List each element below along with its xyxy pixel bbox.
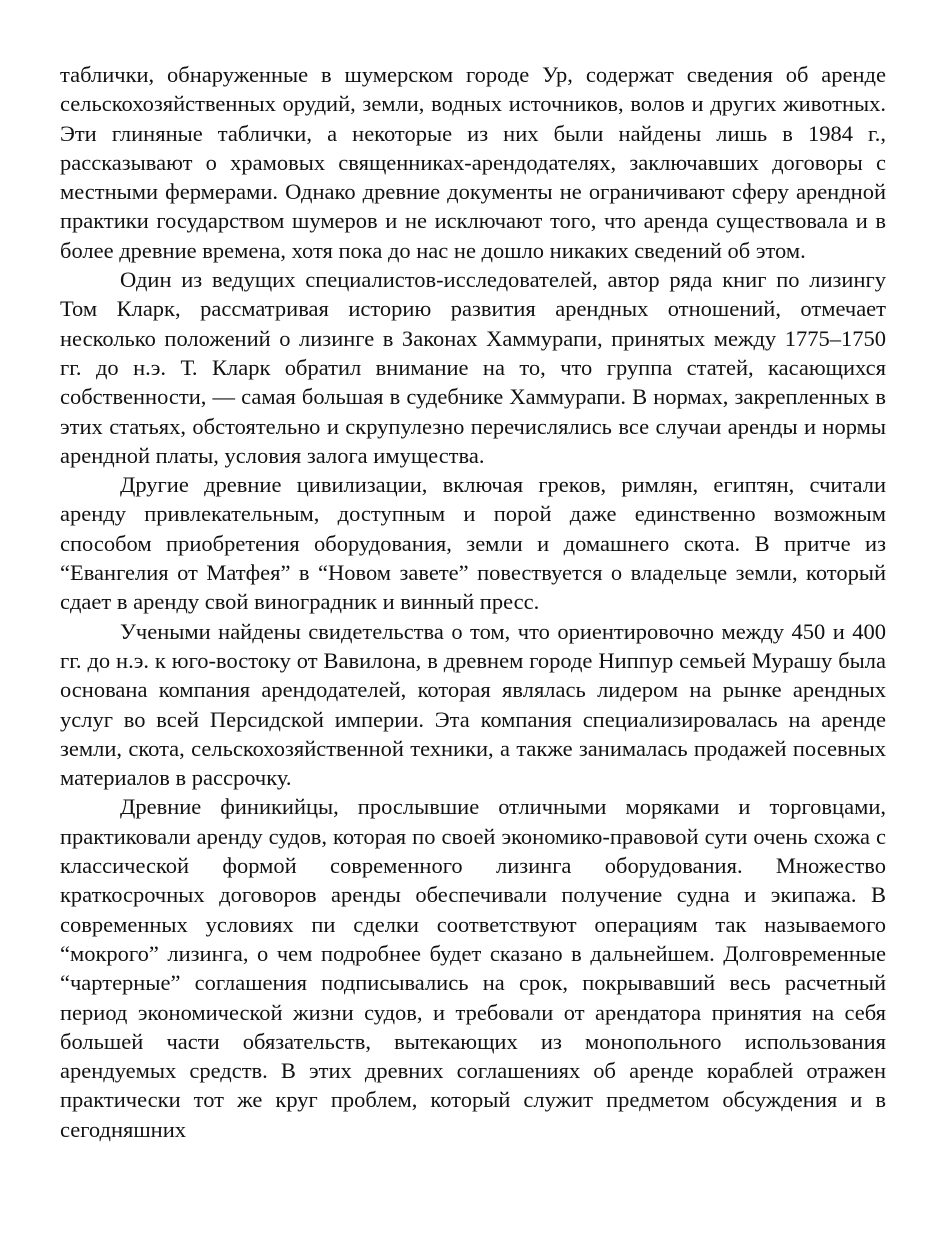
paragraph-1: таблички, обнаруженные в шумерском городе Ур, содержат сведения об аренде сельскохозяйственных орудий, земли, водных источников, волов и других животных. Эти глиняные таблички, а некоторые из них были найдены лишь в 1984 г., рассказывают о храмовых священниках-арендодателях, заключавших договоры с местными фермерами. Однако древние документы не ограничивают сферу арендной практики государством шумеров и не исключают того, что аренда существовала и в более древние времена, хотя пока до нас не дошло никаких сведений об этом. (60, 62, 886, 263)
paragraph-3: Другие древние цивилизации, включая греков, римлян, египтян, считали аренду привлекательным, доступным и порой даже единственно возможным способом приобретения оборудования, земли и домашнего скота. В притче из “Евангелия от Матфея” в “Новом завете” повествуется о владельце земли, который сдает в аренду свой виноградник и винный пресс. (60, 472, 886, 615)
document-page (60, 60, 886, 1200)
paragraph-4: Учеными найдены свидетельства о том, что ориентировочно между 450 и 400 гг. до н.э. к юго-востоку от Вавилона, в древнем городе Ниппур семьей Мурашу была основана компания арендодателей, которая являлась лидером на рынке арендных услуг во всей Персидской империи. Эта компания специализировалась на аренде земли, скота, сельскохозяйственной техники, а также занималась продажей посевных материалов в рассрочку. (60, 618, 886, 791)
paragraph-2: Один из ведущих специалистов-исследователей, автор ряда книг по лизингу Том Кларк, рассматривая историю развития арендных отношений, отмечает несколько положений о лизинге в Законах Хаммурапи, принятых между 1775–1750 гг. до н.э. Т. Кларк обратил внимание на то, что группа статей, касающихся собственности, — самая большая в судебнике Хаммурапи. В нормах, закрепленных в этих статьях, обстоятельно и скрупулезно перечислялись все случаи аренды и нормы арендной платы, условия залога имущества. (60, 267, 886, 468)
paragraph-5: Древние финикийцы, прослывшие отличными моряками и торговцами, практиковали аренду судов, которая по своей экономико-правовой сути очень схожа с классической формой современного лизинга оборудования. Множество краткосрочных договоров аренды обеспечивали получение судна и экипажа. В современных условиях пи сделки соответствуют операциям так называемого “мокрого” лизинга, о чем подробнее будет сказано в дальнейшем. Долговременные “чартерные” соглашения подписывались на срок, покрывавший весь расчетный период экономической жизни судов, и требовали от арендатора принятия на себя большей части обязательств, вытекающих из монопольного использования арендуемых средств. В этих древних соглашениях об аренде кораблей отражен практически тот же круг проблем, который служит предметом обсуждения и в сегодняшних (60, 794, 886, 1142)
